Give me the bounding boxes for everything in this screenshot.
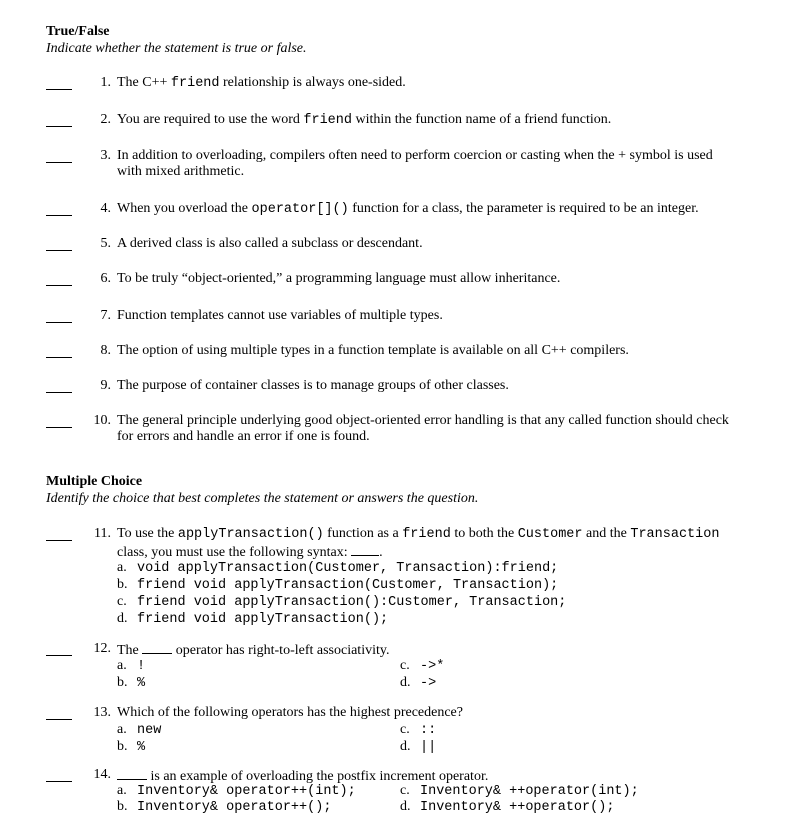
inline-answer-blank <box>142 641 172 654</box>
mc-question-12 <box>46 641 786 691</box>
answer-blank[interactable] <box>46 162 72 163</box>
question-text: Function templates cannot use variables of multiple types. <box>117 308 443 323</box>
choice-d[interactable]: d. || <box>400 739 437 755</box>
question-text: To use the applyTransaction() function as a friend to both the Customer and the Transaction class, you must use the following syntax: . <box>117 526 720 560</box>
question-number: 11. <box>94 526 111 541</box>
answer-blank[interactable] <box>46 215 72 216</box>
question-number: 13. <box>93 705 111 720</box>
answer-blank[interactable] <box>46 322 72 323</box>
answer-blank[interactable] <box>46 89 72 90</box>
question-number: 1. <box>100 75 111 90</box>
choice-a[interactable]: a. Inventory& operator++(int); <box>117 783 356 799</box>
question-number: 14. <box>93 767 111 782</box>
mc-section-title: Multiple Choice <box>46 474 143 489</box>
choice-c[interactable]: c. friend void applyTransaction():Customer, Transaction; <box>117 594 567 610</box>
question-text: The option of using multiple types in a function template is available on all C++ compilers. <box>117 343 629 358</box>
choice-a[interactable]: a. void applyTransaction(Customer, Transaction):friend; <box>117 560 559 576</box>
choice-d[interactable]: d. Inventory& ++operator(); <box>400 799 615 815</box>
tf-section-title: True/False <box>46 24 110 39</box>
choice-a[interactable]: a. new <box>117 722 162 738</box>
answer-blank[interactable] <box>46 655 72 656</box>
question-text: is an example of overloading the postfix increment operator. <box>117 767 787 785</box>
mc-instructions: Identify the choice that best completes the statement or answers the question. <box>46 491 479 506</box>
question-number: 8. <box>100 343 111 358</box>
answer-blank[interactable] <box>46 357 72 358</box>
answer-blank[interactable] <box>46 126 72 127</box>
question-text: Which of the following operators has the highest precedence? <box>117 705 463 720</box>
inline-answer-blank <box>351 543 379 556</box>
question-number: 2. <box>100 112 111 127</box>
question-text: The operator has right-to-left associativity. <box>117 643 390 658</box>
question-number: 12. <box>93 641 111 656</box>
choice-b[interactable]: b. friend void applyTransaction(Customer, Transaction); <box>117 577 559 593</box>
question-number: 4. <box>100 201 111 216</box>
tf-instructions: Indicate whether the statement is true or false. <box>46 41 307 56</box>
question-text: In addition to overloading, compilers often need to perform coercion or casting when the + symbol is used with mixed arithmetic. <box>117 148 713 179</box>
choice-a[interactable]: a. ! <box>117 658 146 674</box>
question-text: A derived class is also called a subclass or descendant. <box>117 236 423 251</box>
question-text: The general principle underlying good object-oriented error handling is that any called function should check for errors and handle an error if one is found. <box>117 413 729 444</box>
answer-blank[interactable] <box>46 285 72 286</box>
choice-d[interactable]: d. -> <box>400 675 437 691</box>
question-text: You are required to use the word friend within the function name of a friend function. <box>117 112 612 128</box>
question-text: When you overload the operator[]() function for a class, the parameter is required to be an integer. <box>117 201 699 217</box>
choice-b[interactable]: b. Inventory& operator++(); <box>117 799 332 815</box>
mc-question-14 <box>46 767 786 815</box>
inline-answer-blank <box>117 767 147 780</box>
question-number: 6. <box>100 271 111 286</box>
mc-question-13 <box>46 705 786 755</box>
question-number: 7. <box>100 308 111 323</box>
question-text: To be truly “object-oriented,” a programming language must allow inheritance. <box>117 271 561 286</box>
answer-blank[interactable] <box>46 719 72 720</box>
question-text: The C++ friend relationship is always one-sided. <box>117 75 406 91</box>
question-number: 9. <box>100 378 111 393</box>
question-number: 5. <box>100 236 111 251</box>
answer-blank[interactable] <box>46 540 72 541</box>
question-text: The purpose of container classes is to manage groups of other classes. <box>117 378 509 393</box>
choice-c[interactable]: c. :: <box>400 722 437 738</box>
mc-question-11 <box>46 526 786 626</box>
choice-c[interactable]: c. ->* <box>400 658 445 674</box>
choice-b[interactable]: b. % <box>117 675 146 691</box>
answer-blank[interactable] <box>46 427 72 428</box>
answer-blank[interactable] <box>46 392 72 393</box>
answer-blank[interactable] <box>46 781 72 782</box>
choice-b[interactable]: b. % <box>117 739 146 755</box>
choice-c[interactable]: c. Inventory& ++operator(int); <box>400 783 639 799</box>
question-number: 3. <box>100 148 111 163</box>
answer-blank[interactable] <box>46 250 72 251</box>
question-number: 10. <box>93 413 111 428</box>
choice-d[interactable]: d. friend void applyTransaction(); <box>117 611 389 627</box>
